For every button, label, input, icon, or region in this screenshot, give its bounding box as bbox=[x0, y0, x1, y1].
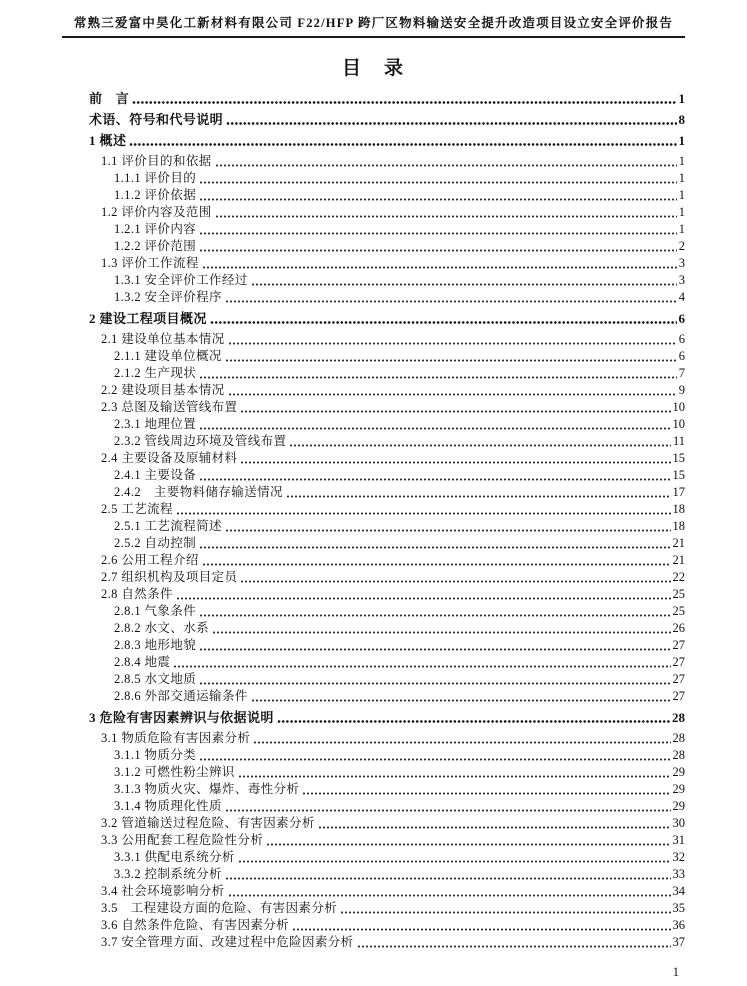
toc-entry-label: 3.4 社会环境影响分析 bbox=[101, 884, 225, 898]
toc-entry bbox=[114, 781, 685, 798]
toc-leader-dots bbox=[340, 910, 670, 915]
toc-entry bbox=[114, 518, 685, 535]
toc-leader-dots bbox=[199, 197, 677, 202]
toc-entry bbox=[114, 747, 685, 764]
toc-entry-page: 7 bbox=[678, 366, 685, 380]
toc-leader-dots bbox=[199, 647, 670, 652]
toc-entry bbox=[101, 552, 685, 569]
toc-entry-label: 3.7 安全管理方面、改建过程中危险因素分析 bbox=[101, 935, 354, 949]
toc-leader-dots bbox=[228, 893, 671, 898]
toc-entry-page: 27 bbox=[672, 672, 685, 686]
toc-entry-label: 1.2.2 评价范围 bbox=[114, 239, 197, 253]
toc-leader-dots bbox=[225, 528, 671, 533]
toc-entry-page: 28 bbox=[672, 710, 685, 725]
toc-entry-label: 1.2 评价内容及范围 bbox=[101, 205, 212, 219]
toc-leader-dots bbox=[202, 562, 671, 567]
toc-entry bbox=[114, 764, 685, 781]
toc-entry-label: 2.1.1 建设单位概况 bbox=[114, 349, 222, 363]
toc-entry bbox=[89, 310, 685, 327]
toc-entry-page: 27 bbox=[672, 655, 685, 669]
toc-entry-label: 1.3.2 安全评价程序 bbox=[114, 290, 222, 304]
toc-leader-dots bbox=[292, 927, 670, 932]
toc-entry-page: 1 bbox=[678, 154, 685, 168]
toc-entry-page: 10 bbox=[672, 400, 685, 414]
toc-entry bbox=[114, 348, 685, 365]
toc-entry bbox=[114, 238, 685, 255]
toc-entry bbox=[101, 934, 685, 951]
toc-entry-label: 1.1.1 评价目的 bbox=[114, 171, 197, 185]
toc-entry bbox=[101, 399, 685, 416]
toc-entry-page: 33 bbox=[672, 867, 685, 881]
toc-leader-dots bbox=[289, 443, 671, 448]
toc-entry-page: 27 bbox=[672, 689, 685, 703]
toc-entry bbox=[101, 501, 685, 518]
toc-entry bbox=[114, 467, 685, 484]
toc-entry-page: 3 bbox=[678, 256, 685, 270]
toc-entry-label: 2.8.5 水文地质 bbox=[114, 672, 197, 686]
toc-entry bbox=[114, 849, 685, 866]
toc-leader-dots bbox=[199, 545, 670, 550]
toc-leader-dots bbox=[302, 791, 670, 796]
toc-entry-page: 21 bbox=[672, 553, 685, 567]
toc-entry bbox=[101, 331, 685, 348]
toc-entry-label: 3.3.1 供配电系统分析 bbox=[114, 850, 235, 864]
toc-entry-label: 3.5 工程建设方面的危险、有害因素分析 bbox=[101, 901, 338, 915]
toc-entry-label: 1.1 评价目的和依据 bbox=[101, 154, 212, 168]
toc-entry-label: 2.3.2 管线周边环境及管线布置 bbox=[114, 434, 287, 448]
toc-leader-dots bbox=[277, 719, 670, 724]
toc-leader-dots bbox=[129, 142, 676, 147]
toc-entry-label: 2.3.1 地理位置 bbox=[114, 417, 197, 431]
toc-entry-label: 2.8.6 外部交通运输条件 bbox=[114, 689, 248, 703]
toc-entry bbox=[101, 153, 685, 170]
toc-entry-page: 37 bbox=[672, 935, 685, 949]
toc-entry-page: 28 bbox=[672, 748, 685, 762]
toc-entry-label: 3 危险有害因素辨识与依据说明 bbox=[89, 710, 274, 725]
toc-entry-label: 2.8.1 气象条件 bbox=[114, 604, 197, 618]
toc-entry-page: 1 bbox=[678, 133, 685, 148]
toc-entry-label: 3.1.4 物质理化性质 bbox=[114, 799, 222, 813]
toc-entry bbox=[114, 603, 685, 620]
toc-entry bbox=[114, 535, 685, 552]
toc-entry bbox=[114, 484, 685, 501]
toc-entry-label: 3.2 管道输送过程危险、有害因素分析 bbox=[101, 816, 315, 830]
toc-entry bbox=[89, 709, 685, 726]
toc-leader-dots bbox=[240, 579, 670, 584]
toc-entry-page: 21 bbox=[672, 536, 685, 550]
toc-entry-label: 2.5.1 工艺流程简述 bbox=[114, 519, 222, 533]
toc-leader-dots bbox=[215, 214, 677, 219]
toc-entry-label: 2.8.3 地形地貌 bbox=[114, 638, 197, 652]
toc-entry-label: 2.6 公用工程介绍 bbox=[101, 553, 199, 567]
toc-leader-dots bbox=[318, 825, 671, 830]
toc-entry-page: 26 bbox=[672, 621, 685, 635]
toc-entry bbox=[114, 866, 685, 883]
toc-entry-label: 3.1.3 物质火灾、爆炸、毒性分析 bbox=[114, 782, 300, 796]
toc-entry bbox=[89, 111, 685, 128]
toc-entry bbox=[114, 620, 685, 637]
toc-entry-label: 2.1 建设单位基本情况 bbox=[101, 332, 225, 346]
toc-leader-dots bbox=[199, 180, 677, 185]
toc-entry-page: 29 bbox=[672, 782, 685, 796]
toc-entry-label: 2.1.2 生产现状 bbox=[114, 366, 197, 380]
toc-entry bbox=[101, 815, 685, 832]
toc-entry bbox=[114, 416, 685, 433]
toc-entry bbox=[101, 730, 685, 747]
toc-entry-page: 31 bbox=[672, 833, 685, 847]
toc-entry-page: 1 bbox=[678, 205, 685, 219]
toc-entry-label: 2.4.1 主要设备 bbox=[114, 468, 197, 482]
toc-entry-label: 1.2.1 评价内容 bbox=[114, 222, 197, 236]
toc-entry-page: 1 bbox=[678, 222, 685, 236]
toc-entry-label: 3.1.1 物质分类 bbox=[114, 748, 197, 762]
toc-list bbox=[89, 90, 685, 951]
toc-leader-dots bbox=[225, 808, 671, 813]
toc-entry bbox=[114, 289, 685, 306]
toc-entry-page: 10 bbox=[672, 417, 685, 431]
toc-entry-label: 2.4 主要设备及原辅材料 bbox=[101, 451, 238, 465]
toc-entry bbox=[101, 450, 685, 467]
toc-entry-page: 15 bbox=[672, 468, 685, 482]
toc-title: 目 录 bbox=[341, 58, 405, 79]
toc-leader-dots bbox=[212, 630, 670, 635]
toc-entry-page: 34 bbox=[672, 884, 685, 898]
toc-leader-dots bbox=[199, 477, 670, 482]
toc-entry-label: 2.8.4 地震 bbox=[114, 655, 171, 669]
toc-leader-dots bbox=[228, 341, 677, 346]
toc-entry bbox=[114, 187, 685, 204]
toc-entry-page: 6 bbox=[678, 349, 685, 363]
toc-entry bbox=[89, 90, 685, 107]
toc-leader-dots bbox=[226, 121, 676, 126]
toc-leader-dots bbox=[199, 231, 677, 236]
toc-entry-label: 2.7 组织机构及项目定员 bbox=[101, 570, 238, 584]
toc-entry-label: 1.1.2 评价依据 bbox=[114, 188, 197, 202]
toc-leader-dots bbox=[199, 757, 670, 762]
footer-page-number: 1 bbox=[672, 965, 679, 979]
toc-leader-dots bbox=[225, 299, 677, 304]
toc-entry-page: 32 bbox=[672, 850, 685, 864]
toc-entry-page: 11 bbox=[672, 434, 685, 448]
toc-entry-page: 17 bbox=[672, 485, 685, 499]
toc-entry bbox=[114, 221, 685, 238]
toc-leader-dots bbox=[240, 460, 670, 465]
toc-entry-page: 28 bbox=[672, 731, 685, 745]
toc-leader-dots bbox=[357, 944, 671, 949]
toc-entry bbox=[101, 917, 685, 934]
toc-entry bbox=[101, 832, 685, 849]
toc-entry-page: 25 bbox=[672, 587, 685, 601]
toc-entry-page: 36 bbox=[672, 918, 685, 932]
toc-entry-label: 2.3 总图及输送管线布置 bbox=[101, 400, 238, 414]
toc-leader-dots bbox=[238, 774, 671, 779]
toc-entry-page: 18 bbox=[672, 519, 685, 533]
toc-entry-label: 2.5 工艺流程 bbox=[101, 502, 173, 516]
toc-entry-page: 22 bbox=[672, 570, 685, 584]
toc-entry-page: 27 bbox=[672, 638, 685, 652]
toc-leader-dots bbox=[253, 740, 670, 745]
toc-leader-dots bbox=[215, 163, 677, 168]
toc-leader-dots bbox=[199, 248, 677, 253]
toc-entry-page: 3 bbox=[678, 273, 685, 287]
toc-leader-dots bbox=[176, 596, 671, 601]
toc-leader-dots bbox=[199, 426, 670, 431]
toc-entry-label: 3.1 物质危险有害因素分析 bbox=[101, 731, 251, 745]
toc-entry bbox=[114, 637, 685, 654]
toc-entry bbox=[101, 382, 685, 399]
toc-leader-dots bbox=[240, 409, 670, 414]
toc-entry-label: 术语、符号和代号说明 bbox=[89, 112, 224, 127]
report-header-title: 常熟三爱富中昊化工新材料有限公司 F22/HFP 跨厂区物料输送安全提升改造项目设立安全评价报告 bbox=[62, 0, 685, 38]
toc-entry-page: 29 bbox=[672, 765, 685, 779]
toc-entry-page: 29 bbox=[672, 799, 685, 813]
toc-entry bbox=[89, 132, 685, 149]
toc-entry-label: 2.2 建设项目基本情况 bbox=[101, 383, 225, 397]
toc-entry-label: 2.5.2 自动控制 bbox=[114, 536, 197, 550]
toc-entry-page: 1 bbox=[678, 171, 685, 185]
toc-entry-label: 3.1.2 可燃性粉尘辨识 bbox=[114, 765, 235, 779]
toc-leader-dots bbox=[176, 511, 671, 516]
toc-leader-dots bbox=[266, 842, 670, 847]
toc-entry-page: 18 bbox=[672, 502, 685, 516]
toc-entry bbox=[101, 586, 685, 603]
toc-entry bbox=[114, 671, 685, 688]
toc-entry-label: 2.4.2 主要物料储存输送情况 bbox=[114, 485, 283, 499]
toc-leader-dots bbox=[286, 494, 671, 499]
toc-entry-page: 4 bbox=[678, 290, 685, 304]
toc-entry-page: 25 bbox=[672, 604, 685, 618]
toc-entry bbox=[101, 883, 685, 900]
toc-entry-label: 1.3.1 安全评价工作经过 bbox=[114, 273, 248, 287]
toc-leader-dots bbox=[225, 876, 671, 881]
toc-leader-dots bbox=[228, 392, 677, 397]
toc-leader-dots bbox=[225, 358, 677, 363]
toc-leader-dots bbox=[199, 681, 670, 686]
toc-entry bbox=[101, 900, 685, 917]
toc-entry-label: 2 建设工程项目概况 bbox=[89, 311, 207, 326]
toc-entry-label: 3.3.2 控制系统分析 bbox=[114, 867, 222, 881]
toc-leader-dots bbox=[251, 698, 671, 703]
toc-entry-label: 2.8 自然条件 bbox=[101, 587, 173, 601]
toc-entry bbox=[114, 272, 685, 289]
toc-entry bbox=[114, 688, 685, 705]
toc-leader-dots bbox=[251, 282, 677, 287]
toc-entry-label: 1.3 评价工作流程 bbox=[101, 256, 199, 270]
toc-entry-page: 1 bbox=[678, 188, 685, 202]
toc-entry bbox=[101, 569, 685, 586]
toc-entry-page: 9 bbox=[678, 383, 685, 397]
toc-leader-dots bbox=[199, 613, 670, 618]
toc-leader-dots bbox=[210, 320, 677, 325]
toc-entry-page: 6 bbox=[678, 332, 685, 346]
toc-entry-page: 35 bbox=[672, 901, 685, 915]
toc-entry-label: 3.6 自然条件危险、有害因素分析 bbox=[101, 918, 290, 932]
toc-entry-label: 3.3 公用配套工程危险性分析 bbox=[101, 833, 264, 847]
toc-entry bbox=[114, 798, 685, 815]
toc-entry-label: 2.8.2 水文、水系 bbox=[114, 621, 210, 635]
toc-entry-label: 前 言 bbox=[89, 91, 130, 106]
toc-entry bbox=[114, 170, 685, 187]
toc-leader-dots bbox=[202, 265, 677, 270]
toc-entry-page: 6 bbox=[678, 311, 685, 326]
toc-entry-page: 30 bbox=[672, 816, 685, 830]
toc-entry-page: 8 bbox=[678, 112, 685, 127]
toc-entry bbox=[101, 255, 685, 272]
toc-leader-dots bbox=[173, 664, 670, 669]
toc-entry-page: 1 bbox=[678, 91, 685, 106]
toc-leader-dots bbox=[132, 100, 676, 105]
toc-entry-label: 1 概述 bbox=[89, 133, 127, 148]
toc-leader-dots bbox=[199, 375, 677, 380]
toc-entry bbox=[101, 204, 685, 221]
toc-entry-page: 15 bbox=[672, 451, 685, 465]
toc-entry bbox=[114, 365, 685, 382]
toc-entry bbox=[114, 654, 685, 671]
toc-entry-page: 2 bbox=[678, 239, 685, 253]
toc-entry bbox=[114, 433, 685, 450]
toc-leader-dots bbox=[238, 859, 671, 864]
